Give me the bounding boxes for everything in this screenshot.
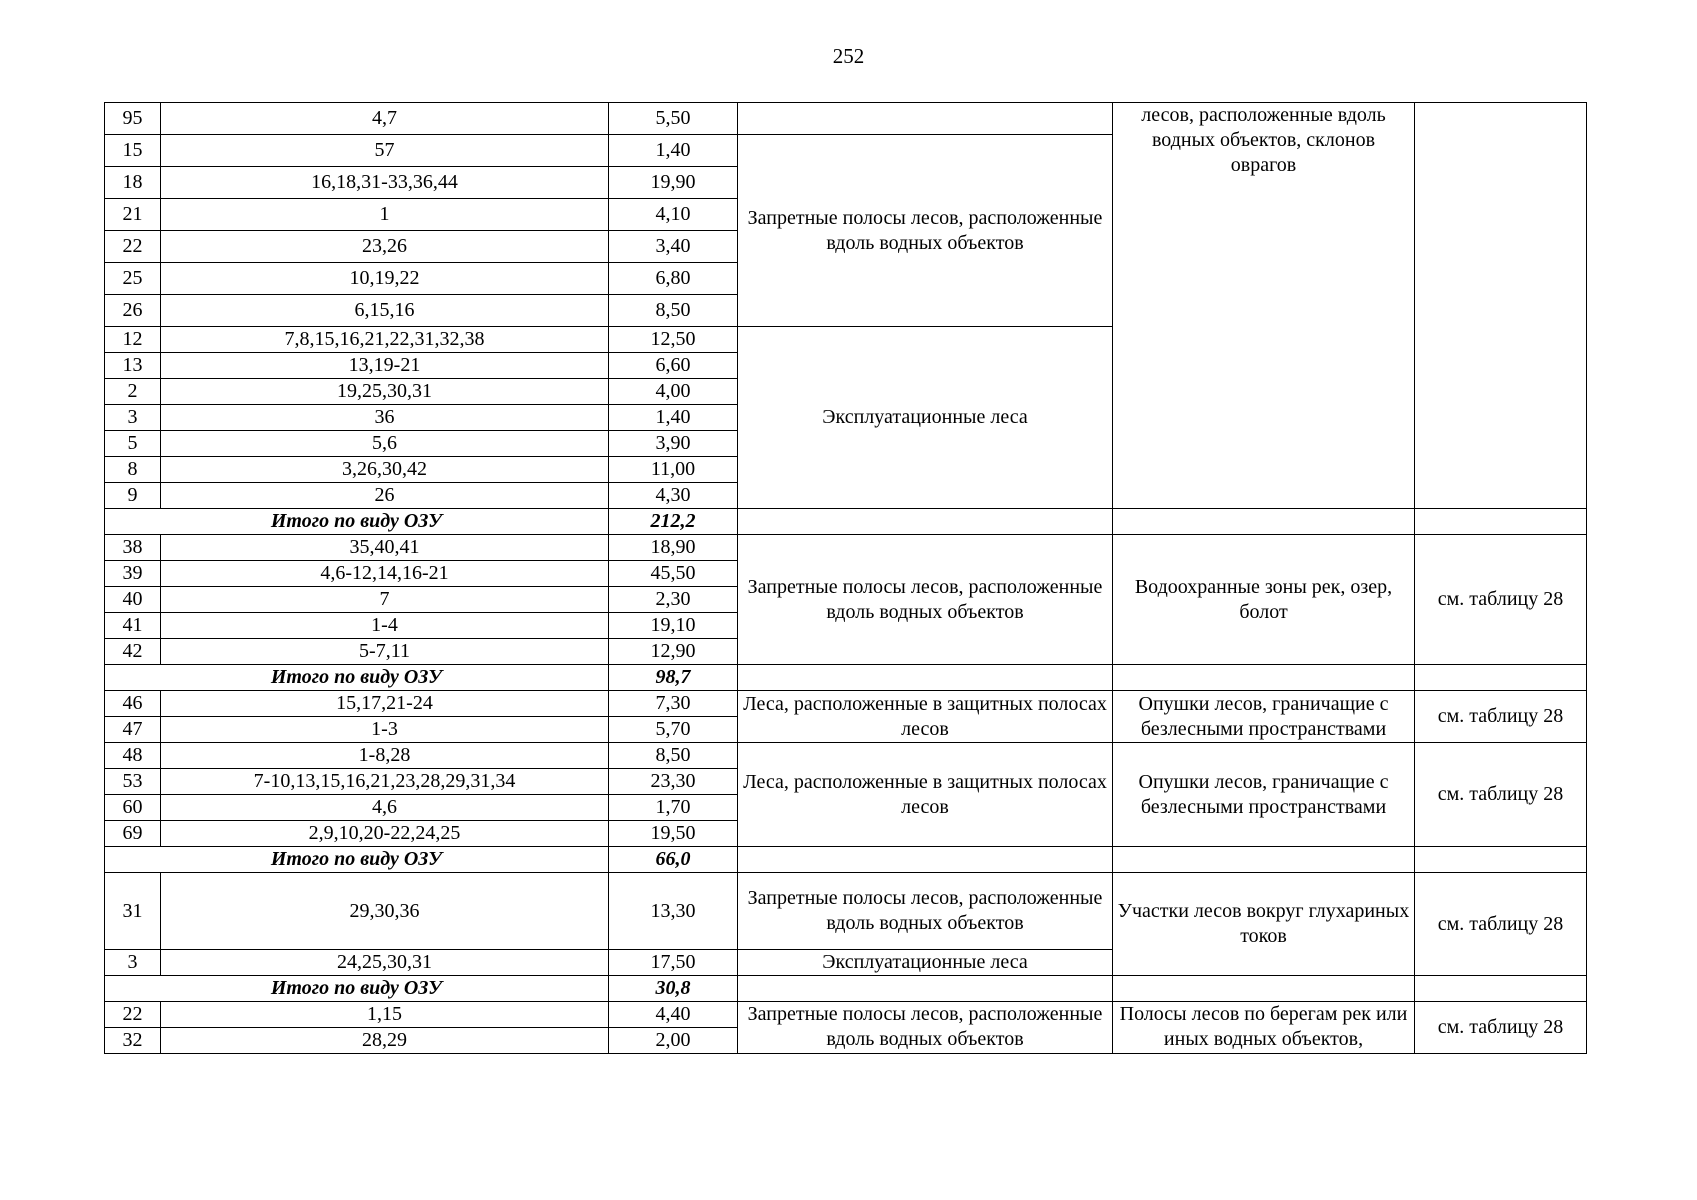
area-cell: 5,70 [609, 717, 738, 743]
quarter-cell: 48 [105, 743, 161, 769]
plots-cell: 28,29 [161, 1028, 609, 1054]
plots-cell: 24,25,30,31 [161, 950, 609, 976]
area-cell: 18,90 [609, 535, 738, 561]
quarter-cell: 46 [105, 691, 161, 717]
empty-cell [1415, 665, 1587, 691]
empty-cell [738, 665, 1113, 691]
subtotal-row [105, 509, 1587, 535]
quarter-cell: 41 [105, 613, 161, 639]
category-cell: Запретные полосы лесов, расположенные вдоль водных объектов [738, 535, 1113, 665]
plots-cell: 2,9,10,20-22,24,25 [161, 821, 609, 847]
area-cell: 4,00 [609, 379, 738, 405]
quarter-cell: 60 [105, 795, 161, 821]
table-row [105, 691, 1587, 717]
plots-cell: 1,15 [161, 1002, 609, 1028]
measures-cell: см. таблицу 28 [1415, 535, 1587, 665]
measures-cell [1415, 103, 1587, 509]
area-cell: 6,60 [609, 353, 738, 379]
subtotal-value: 30,8 [609, 976, 738, 1002]
area-cell: 17,50 [609, 950, 738, 976]
area-cell: 4,10 [609, 199, 738, 231]
plots-cell: 10,19,22 [161, 263, 609, 295]
area-cell: 1,70 [609, 795, 738, 821]
subtotal-row [105, 665, 1587, 691]
quarter-cell: 5 [105, 431, 161, 457]
plots-cell: 35,40,41 [161, 535, 609, 561]
empty-cell [738, 509, 1113, 535]
table-row [105, 535, 1587, 561]
plots-cell: 26 [161, 483, 609, 509]
subtotal-label: Итого по виду ОЗУ [105, 509, 609, 535]
quarter-cell: 8 [105, 457, 161, 483]
plots-cell: 4,6 [161, 795, 609, 821]
empty-cell [1113, 509, 1415, 535]
subtotal-label: Итого по виду ОЗУ [105, 665, 609, 691]
quarter-cell: 9 [105, 483, 161, 509]
plots-cell: 23,26 [161, 231, 609, 263]
quarter-cell: 31 [105, 873, 161, 950]
area-cell: 11,00 [609, 457, 738, 483]
subtotal-value: 98,7 [609, 665, 738, 691]
ozu-table [104, 102, 1587, 1054]
area-cell: 8,50 [609, 743, 738, 769]
quarter-cell: 26 [105, 295, 161, 327]
plots-cell: 19,25,30,31 [161, 379, 609, 405]
area-cell: 45,50 [609, 561, 738, 587]
empty-cell [738, 847, 1113, 873]
category-cell: Запретные полосы лесов, расположенные вдоль водных объектов [738, 135, 1113, 327]
area-cell: 1,40 [609, 135, 738, 167]
plots-cell: 1-4 [161, 613, 609, 639]
plots-cell: 13,19-21 [161, 353, 609, 379]
subtotal-value: 66,0 [609, 847, 738, 873]
ozu-type-cell: Полосы лесов по берегам рек или иных водных объектов, [1113, 1002, 1415, 1054]
category-cell: Эксплуатационные леса [738, 950, 1113, 976]
quarter-cell: 22 [105, 1002, 161, 1028]
area-cell: 12,90 [609, 639, 738, 665]
subtotal-label: Итого по виду ОЗУ [105, 976, 609, 1002]
quarter-cell: 22 [105, 231, 161, 263]
area-cell: 3,90 [609, 431, 738, 457]
plots-cell: 7,8,15,16,21,22,31,32,38 [161, 327, 609, 353]
table-row [105, 743, 1587, 769]
quarter-cell: 13 [105, 353, 161, 379]
plots-cell: 1-8,28 [161, 743, 609, 769]
quarter-cell: 95 [105, 103, 161, 135]
subtotal-row [105, 847, 1587, 873]
plots-cell: 57 [161, 135, 609, 167]
ozu-type-cell: Опушки лесов, граничащие с безлесными пространствами [1113, 691, 1415, 743]
plots-cell: 3,26,30,42 [161, 457, 609, 483]
plots-cell: 5-7,11 [161, 639, 609, 665]
table-row [105, 873, 1587, 950]
plots-cell: 4,7 [161, 103, 609, 135]
page-number: 252 [832, 44, 865, 68]
plots-cell: 4,6-12,14,16-21 [161, 561, 609, 587]
area-cell: 1,40 [609, 405, 738, 431]
plots-cell: 1-3 [161, 717, 609, 743]
ozu-type-cell: Опушки лесов, граничащие с безлесными пространствами [1113, 743, 1415, 847]
ozu-type-cell: лесов, расположенные вдоль водных объектов, склонов оврагов [1113, 103, 1415, 509]
plots-cell: 1 [161, 199, 609, 231]
plots-cell: 7 [161, 587, 609, 613]
measures-cell: см. таблицу 28 [1415, 1002, 1587, 1054]
area-cell: 6,80 [609, 263, 738, 295]
area-cell: 5,50 [609, 103, 738, 135]
quarter-cell: 21 [105, 199, 161, 231]
table-row [105, 103, 1587, 135]
subtotal-label: Итого по виду ОЗУ [105, 847, 609, 873]
quarter-cell: 12 [105, 327, 161, 353]
measures-cell: см. таблицу 28 [1415, 873, 1587, 976]
quarter-cell: 39 [105, 561, 161, 587]
plots-cell: 5,6 [161, 431, 609, 457]
area-cell: 19,50 [609, 821, 738, 847]
empty-cell [738, 976, 1113, 1002]
quarter-cell: 2 [105, 379, 161, 405]
area-cell: 3,40 [609, 231, 738, 263]
category-cell: Запретные полосы лесов, расположенные вдоль водных объектов [738, 873, 1113, 950]
quarter-cell: 3 [105, 405, 161, 431]
empty-cell [1113, 665, 1415, 691]
quarter-cell: 15 [105, 135, 161, 167]
area-cell: 23,30 [609, 769, 738, 795]
plots-cell: 16,18,31-33,36,44 [161, 167, 609, 199]
quarter-cell: 53 [105, 769, 161, 795]
empty-cell [1415, 976, 1587, 1002]
quarter-cell: 69 [105, 821, 161, 847]
area-cell: 13,30 [609, 873, 738, 950]
area-cell: 4,40 [609, 1002, 738, 1028]
area-cell: 19,90 [609, 167, 738, 199]
plots-cell: 6,15,16 [161, 295, 609, 327]
category-cell [738, 103, 1113, 135]
category-cell: Леса, расположенные в защитных полосах лесов [738, 691, 1113, 743]
area-cell: 4,30 [609, 483, 738, 509]
table-row [105, 1002, 1587, 1028]
quarter-cell: 40 [105, 587, 161, 613]
subtotal-row [105, 976, 1587, 1002]
area-cell: 19,10 [609, 613, 738, 639]
quarter-cell: 42 [105, 639, 161, 665]
area-cell: 12,50 [609, 327, 738, 353]
area-cell: 8,50 [609, 295, 738, 327]
plots-cell: 7-10,13,15,16,21,23,28,29,31,34 [161, 769, 609, 795]
category-cell: Запретные полосы лесов, расположенные вдоль водных объектов [738, 1002, 1113, 1054]
measures-cell: см. таблицу 28 [1415, 691, 1587, 743]
plots-cell: 29,30,36 [161, 873, 609, 950]
plots-cell: 36 [161, 405, 609, 431]
empty-cell [1113, 847, 1415, 873]
quarter-cell: 18 [105, 167, 161, 199]
plots-cell: 15,17,21-24 [161, 691, 609, 717]
empty-cell [1415, 509, 1587, 535]
ozu-type-cell: Участки лесов вокруг глухариных токов [1113, 873, 1415, 976]
area-cell: 2,00 [609, 1028, 738, 1054]
category-cell: Леса, расположенные в защитных полосах лесов [738, 743, 1113, 847]
subtotal-value: 212,2 [609, 509, 738, 535]
ozu-type-cell: Водоохранные зоны рек, озер, болот [1113, 535, 1415, 665]
empty-cell [1415, 847, 1587, 873]
quarter-cell: 38 [105, 535, 161, 561]
quarter-cell: 25 [105, 263, 161, 295]
quarter-cell: 3 [105, 950, 161, 976]
empty-cell [1113, 976, 1415, 1002]
quarter-cell: 32 [105, 1028, 161, 1054]
quarter-cell: 47 [105, 717, 161, 743]
category-cell: Эксплуатационные леса [738, 327, 1113, 509]
measures-cell: см. таблицу 28 [1415, 743, 1587, 847]
area-cell: 7,30 [609, 691, 738, 717]
area-cell: 2,30 [609, 587, 738, 613]
